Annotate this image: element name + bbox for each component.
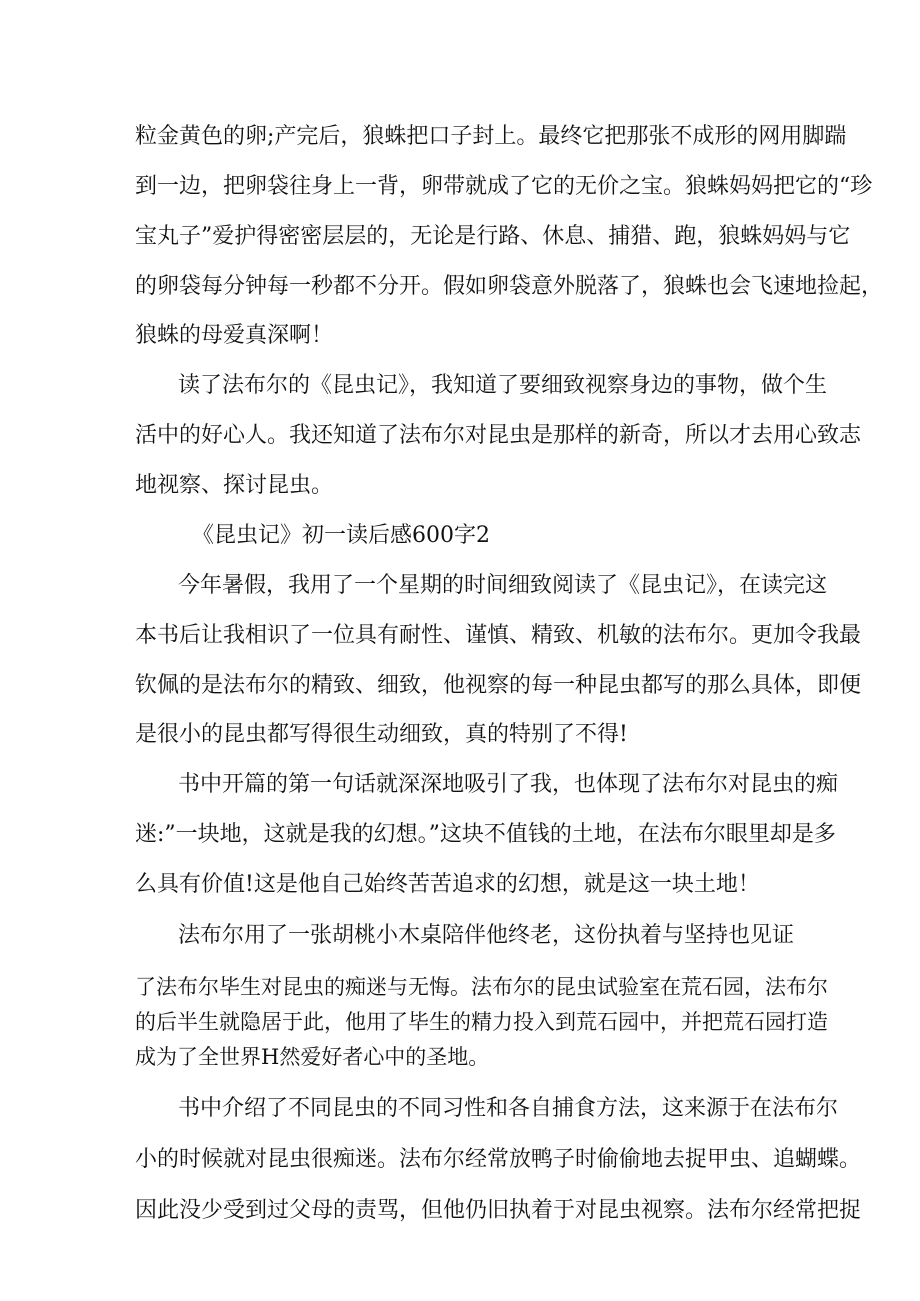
text-line: 宝丸子”爱护得密密层层的，无论是行路、休息、捕猎、跑，狼蛛妈妈与它 — [135, 224, 851, 249]
text-line: 因此没少受到过父母的责骂，但他仍旧执着于对昆虫视察。法布尔经常把捉 — [135, 1198, 862, 1223]
text-line: 本书后让我相识了一位具有耐性、谨慎、精致、机敏的法布尔。更加令我最 — [135, 623, 862, 648]
text-line: 活中的好心人。我还知道了法布尔对昆虫是那样的新奇，所以才去用心致志 — [135, 423, 862, 448]
paragraph-first-line: 今年暑假，我用了一个星期的时间细致阅读了《昆虫记》，在读完这 — [178, 573, 828, 598]
paragraph-first-line: 读了法布尔的《昆虫记》，我知道了要细致视察身边的事物，做个生 — [178, 373, 828, 398]
paragraph-first-line: 书中开篇的第一句话就深深地吸引了我，也体现了法布尔对昆虫的痴 — [178, 772, 839, 797]
text-line: 到一边，把卵袋往身上一背，卵带就成了它的无价之宝。狼蛛妈妈把它的“珍 — [135, 174, 873, 199]
text-line: 的后半生就隐居于此，他用了毕生的精力投入到荒石园中，并把荒石园打造 — [135, 1010, 828, 1034]
paragraph-first-line: 法布尔用了一张胡桃小木桌陪伴他终老，这份执着与坚持也见证 — [178, 923, 795, 948]
text-line: 小的时候就对昆虫很痴迷。法布尔经常放鸭子时偷偷地去捉甲虫、追蝴蝶。 — [135, 1147, 862, 1172]
text-line: 钦佩的是法布尔的精致、细致，他视察的每一种昆虫都写的那么具体，即便 — [135, 673, 862, 698]
text-line: 的卵袋每分钟每一秒都不分开。假如卵袋意外脱落了，狼蛛也会飞速地捡起， — [135, 274, 884, 299]
paragraph-first-line: 书中介绍了不同昆虫的不同习性和各自捕食方法，这来源于在法布尔 — [178, 1096, 839, 1121]
text-line: 成为了全世界H然爱好者心中的圣地。 — [135, 1045, 490, 1069]
text-line: 粒金黄色的卵;产完后，狼蛛把口子封上。最终它把那张不成形的网用脚踹 — [135, 124, 847, 149]
text-line: 狼蛛的母爱真深啊！ — [135, 323, 334, 348]
text-line: 么具有价值!这是他自己始终苦苦追求的幻想，就是这一块土地！ — [135, 872, 760, 897]
text-line: 了法布尔毕生对昆虫的痴迷与无悔。法布尔的昆虫试验室在荒石园，法布尔 — [135, 975, 828, 999]
section-title: 《昆虫记》初一读后感600字2 — [192, 523, 490, 548]
text-line: 迷:”一块地，这就是我的幻想。”这块不值钱的土地，在法布尔眼里却是多 — [135, 822, 836, 847]
text-line: 地视察、探讨昆虫。 — [135, 473, 334, 498]
text-line: 是很小的昆虫都写得很生动细致，真的特别了不得! — [135, 722, 628, 747]
